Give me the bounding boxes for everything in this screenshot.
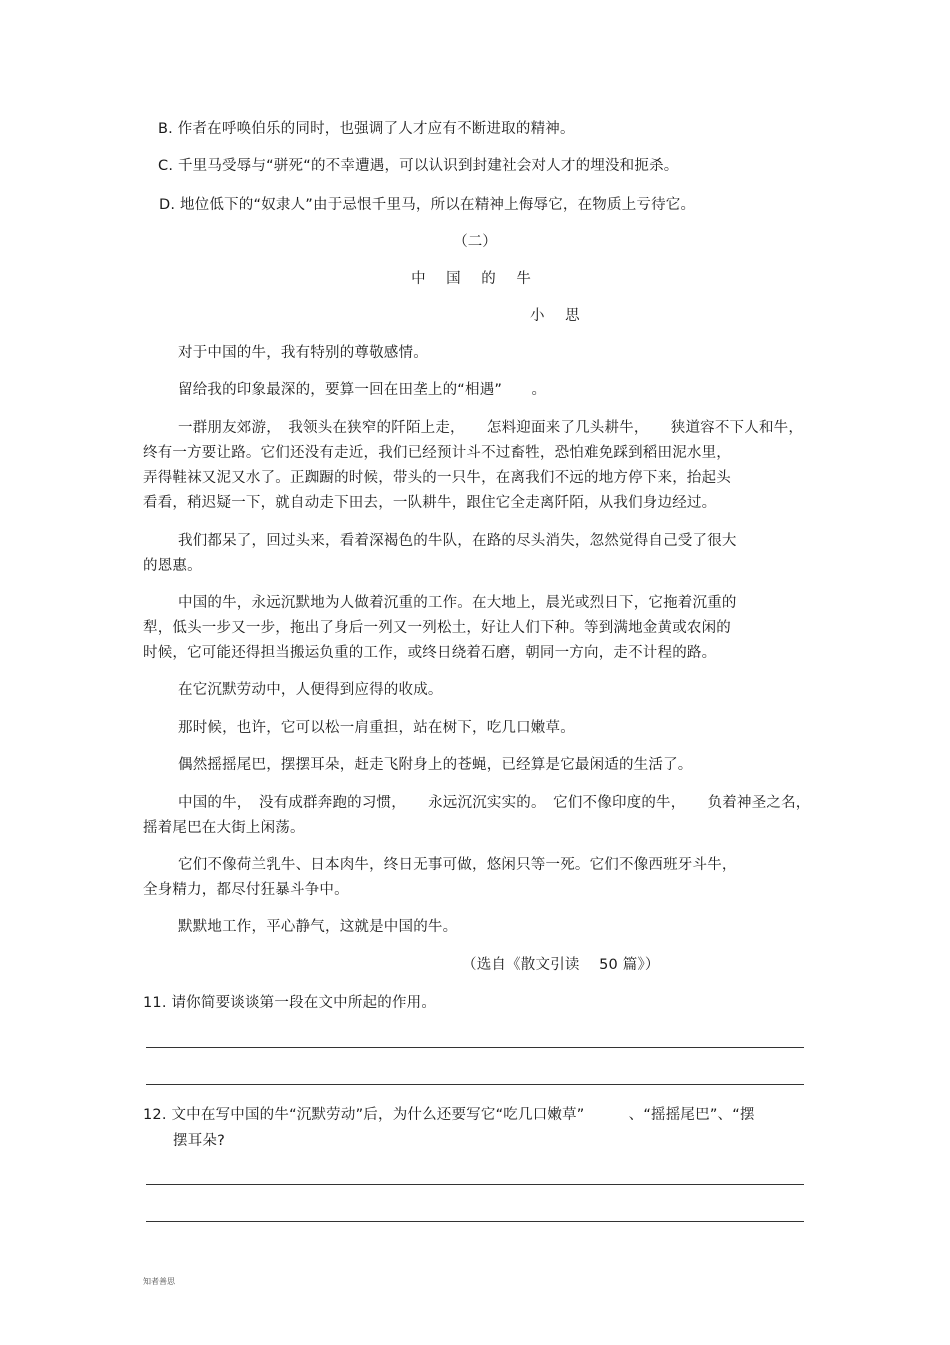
option-c: C. 千里马受辱与“骈死“的不幸遭遇，可以认识到封建社会对人才的埋没和扼杀。 [158,158,679,174]
answer-line-12-b[interactable] [146,1221,804,1222]
paragraph-3-line-3: 弄得鞋袜又泥又水了。正踟蹰的时候，带头的一只牛，在离我们不远的地方停下来，抬起头 [143,470,731,486]
paragraph-8: 偶然摇摇尾巴，摆摆耳朵，赶走飞附身上的苍蝇，已经算是它最闲适的生活了。 [178,757,693,773]
paragraph-3-line-4: 看看，稍迟疑一下，就自动走下田去，一队耕牛，跟住它全走离阡陌，从我们身边经过。 [143,495,717,511]
paragraph-9-line-2: 摇着尾巴在大街上闲荡。 [143,820,305,836]
article-author: 小 思 [530,308,588,324]
section-number: （二） [453,234,497,250]
article-title: 中 国 的 牛 [411,271,539,287]
option-b: B. 作者在呼唤伯乐的同时，也强调了人才应有不断进取的精神。 [158,121,575,137]
paragraph-6: 在它沉默劳动中，人便得到应得的收成。 [178,682,443,698]
answer-line-11-a[interactable] [146,1047,804,1048]
answer-line-11-b[interactable] [146,1084,804,1085]
paragraph-3-line-1: 一群朋友郊游， 我领头在狭窄的阡陌上走， 怎料迎面来了几头耕牛， 狭道容不下人和牛， [178,420,804,436]
question-12-line-1: 12. 文中在写中国的牛“沉默劳动”后，为什么还要写它“吃几口嫩草” 、“摇摇尾巴”、“摆 [143,1107,755,1123]
paragraph-5-line-3: 时候，它可能还得担当搬运负重的工作，或终日绕着石磨，朝同一方向，走不计程的路。 [143,645,717,661]
paragraph-5-line-2: 犁，低头一步又一步，拖出了身后一列又一列松土，好让人们下种。等到满地金黄或农闲的 [143,620,731,636]
paragraph-9-line-1: 中国的牛， 没有成群奔跑的习惯， 永远沉沉实实的。 它们不像印度的牛， 负着神圣之名， [178,795,811,811]
paragraph-4-line-2: 的恩惠。 [143,558,202,574]
question-11: 11. 请你简要谈谈第一段在文中所起的作用。 [143,995,437,1011]
article-source: （选自《散文引读 50 篇》） [462,957,660,973]
paragraph-10-line-2: 全身精力，都尽付狂暴斗争中。 [143,882,349,898]
paragraph-10-line-1: 它们不像荷兰乳牛、日本肉牛，终日无事可做，悠闲只等一死。它们不像西班牙斗牛， [178,857,737,873]
page-footer: 知者善思 [143,1277,175,1286]
paragraph-7: 那时候，也许，它可以松一肩重担，站在树下，吃几口嫩草。 [178,720,575,736]
option-d: D. 地位低下的“奴隶人”由于忌恨千里马，所以在精神上侮辱它，在物质上亏待它。 [159,197,696,213]
paragraph-2: 留给我的印象最深的，要算一回在田垄上的“相遇” 。 [178,382,547,398]
paragraph-11: 默默地工作，平心静气，这就是中国的牛。 [178,919,458,935]
paragraph-3-line-2: 终有一方要让路。它们还没有走近，我们已经预计斗不过畜牲，恐怕难免踩到稻田泥水里， [143,445,731,461]
paragraph-1: 对于中国的牛，我有特别的尊敬感情。 [178,345,428,361]
question-12-line-2: 摆耳朵? [173,1133,225,1149]
paragraph-5-line-1: 中国的牛，永远沉默地为人做着沉重的工作。在大地上，晨光或烈日下，它拖着沉重的 [178,595,737,611]
answer-line-12-a[interactable] [146,1184,804,1185]
paragraph-4-line-1: 我们都呆了，回过头来，看着深褐色的牛队，在路的尽头消失，忽然觉得自己受了很大 [178,533,737,549]
